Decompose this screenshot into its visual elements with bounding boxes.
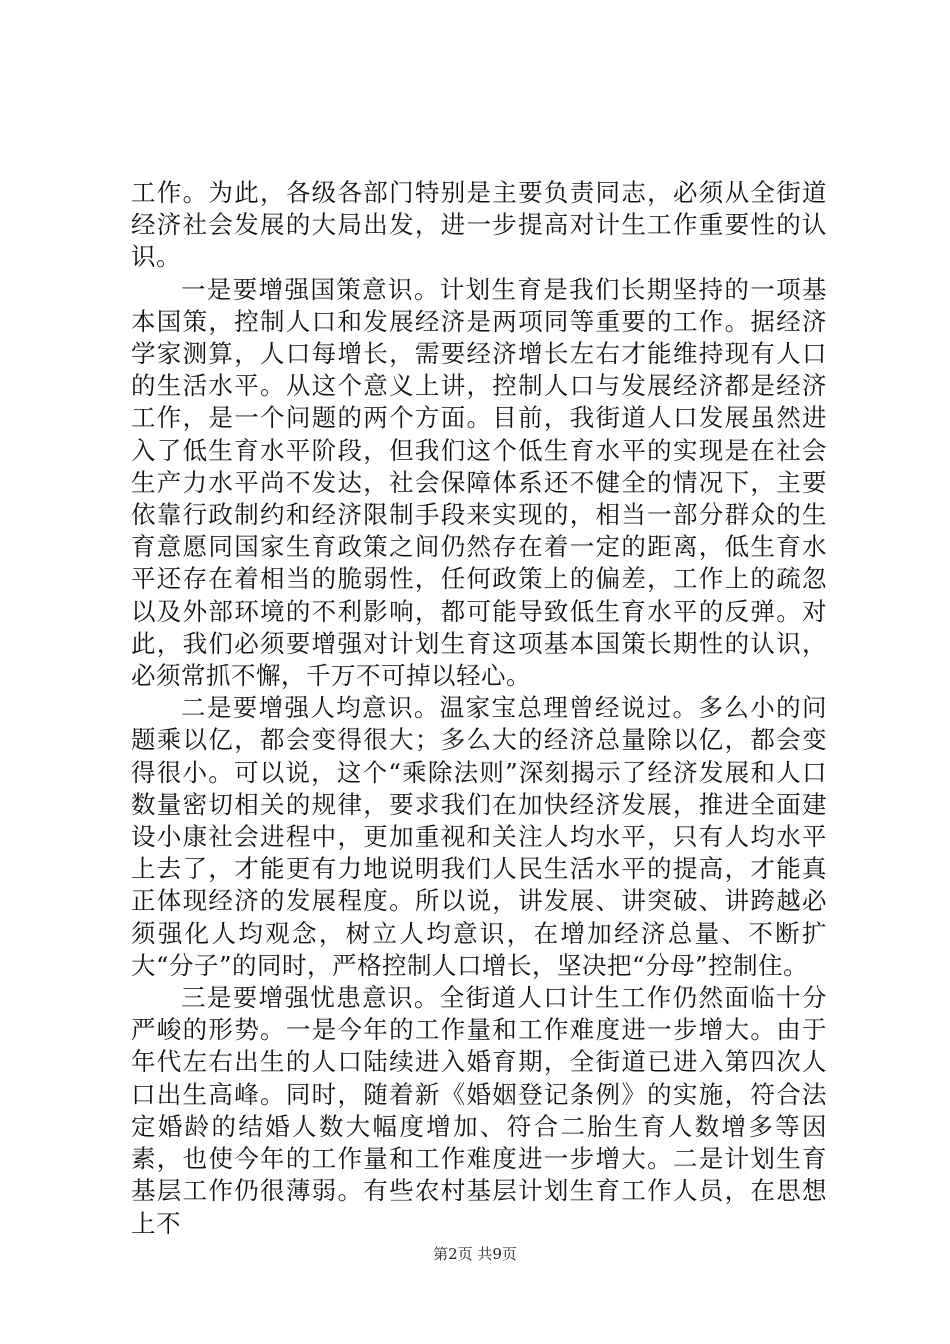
paragraph-continuation: 工作。为此，各级各部门特别是主要负责同志，必须从全街道经济社会发展的大局出发，进一步提高对计生工作重要性的认识。 [131, 178, 827, 272]
paragraph-per-capita-awareness: 二是要增强人均意识。温家宝总理曾经说过。多么小的问题乘以亿，都会变得很大；多么大的经济总量除以亿，都会变得很小。可以说，这个“乘除法则”深刻揭示了经济发展和人口数量密切相关的规律，要求我们在加快经济发展，推进全面建设小康社会进程中，更加重视和关注人均水平，只有人均水平上去了，才能更有力地说明我们人民生活水平的提高，才能真正体现经济的发展程度。所以说，讲发展、讲突破、讲跨越必须强化人均观念，树立人均意识，在增加经济总量、不断扩大“分子”的同时，严格控制人口增长，坚决把“分母”控制住。 [131, 693, 827, 980]
paragraph-crisis-awareness: 三是要增强忧患意识。全街道人口计生工作仍然面临十分严峻的形势。一是今年的工作量和工作难度进一步增大。由于年代左右出生的人口陆续进入婚育期，全街道已进入第四次人口出生高峰。同时，随着新《婚姻登记条例》的实施，符合法定婚龄的结婚人数大幅度增加、符合二胎生育人数增多等因素，也使今年的工作量和工作难度进一步增大。二是计划生育基层工作仍很薄弱。有些农村基层计划生育工作人员，在思想上不 [131, 983, 827, 1238]
page-number: 第2页 共9页 [433, 1245, 517, 1263]
paragraph-national-policy-awareness: 一是要增强国策意识。计划生育是我们长期坚持的一项基本国策，控制人口和发展经济是两项同等重要的工作。据经济学家测算，人口每增长，需要经济增长左右才能维持现有人口的生活水平。从这个意义上讲，控制人口与发展经济都是经济工作，是一个问题的两个方面。目前，我街道人口发展虽然进入了低生育水平阶段，但我们这个低生育水平的实现是在社会生产力水平尚不发达，社会保障体系还不健全的情况下，主要依靠行政制约和经济限制手段来实现的，相当一部分群众的生育意愿同国家生育政策之间仍然存在着一定的距离，低生育水平还存在着相当的脆弱性，任何政策上的偏差，工作上的疏忽以及外部环境的不利影响，都可能导致低生育水平的反弹。对此，我们必须要增强对计划生育这项基本国策长期性的认识，必须常抓不懈，千万不可掉以轻心。 [131, 274, 827, 691]
document-body [131, 177, 827, 1240]
